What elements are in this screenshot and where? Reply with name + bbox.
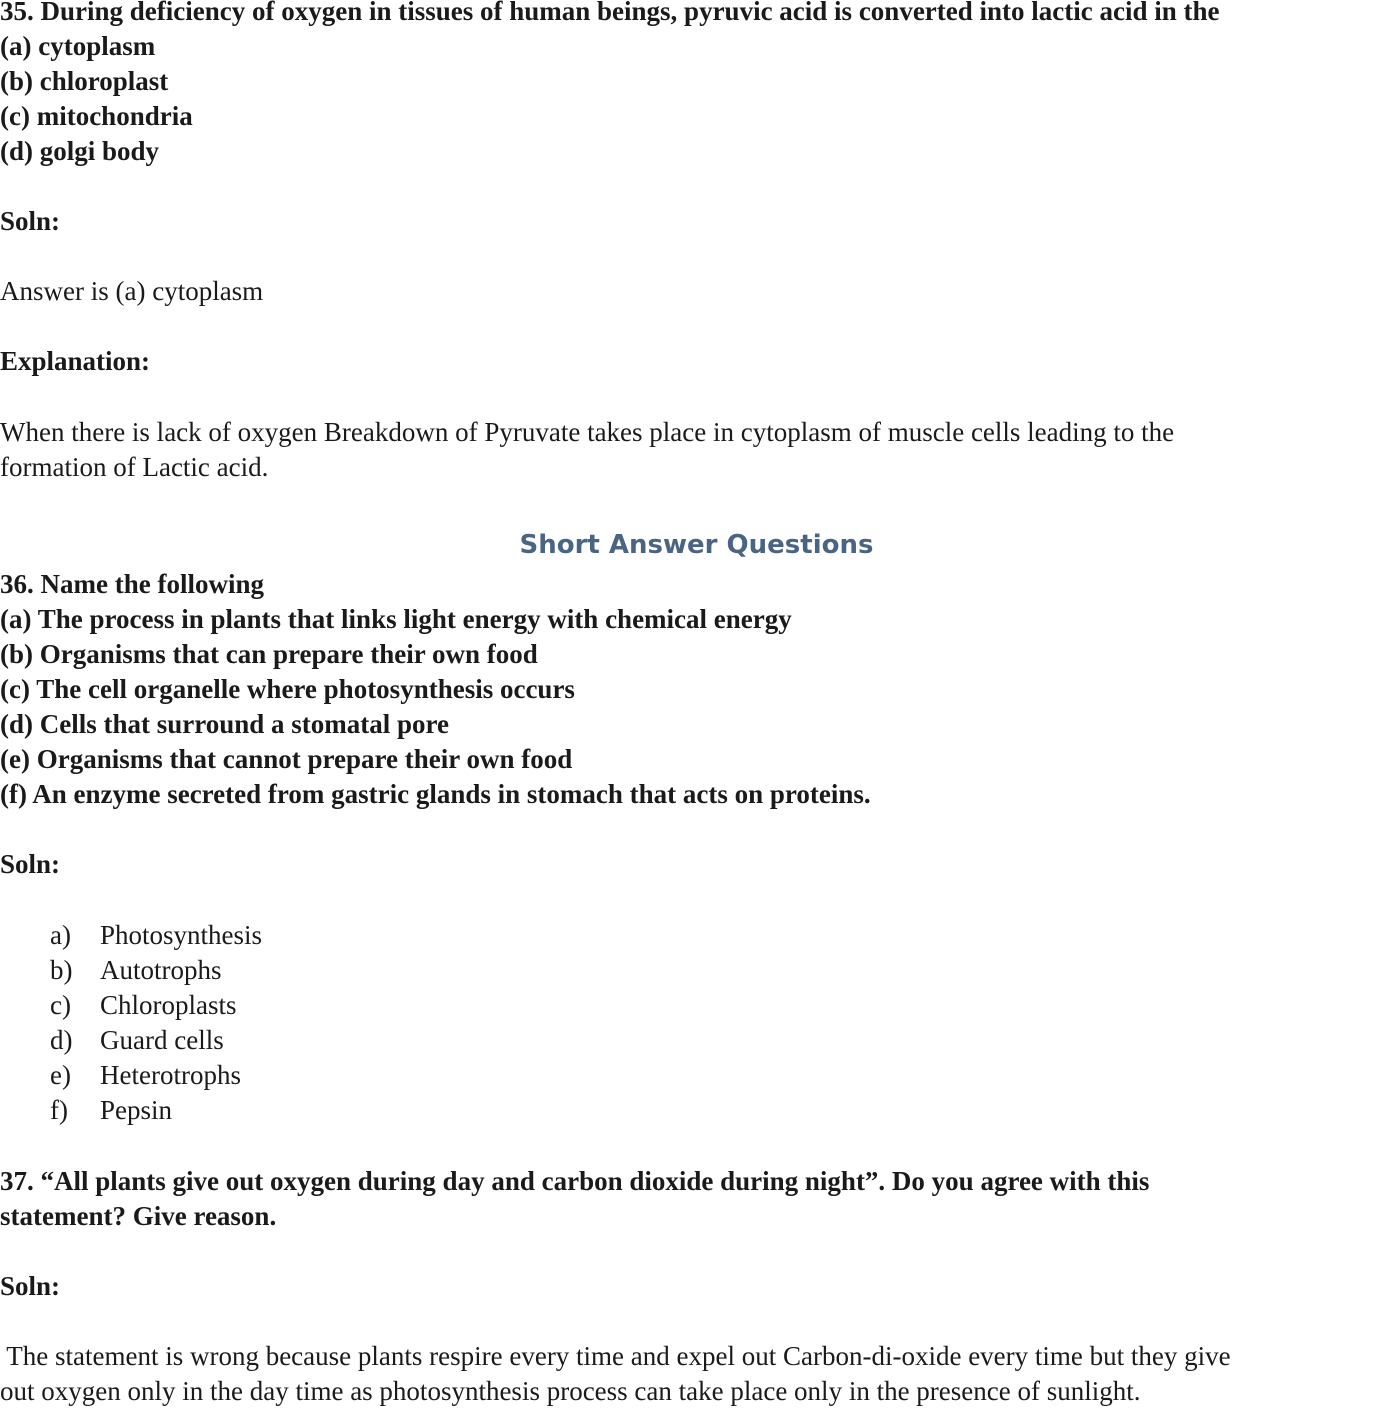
- q35-option-a: (a) cytoplasm: [0, 31, 156, 61]
- q36-part-b: (b) Organisms that can prepare their own food: [0, 639, 538, 669]
- q36-part-c: (c) The cell organelle where photosynthesis occurs: [0, 674, 575, 704]
- list-text: Pepsin: [100, 1095, 173, 1125]
- list-text: Guard cells: [100, 1025, 224, 1055]
- q36-question: 36. Name the following: [0, 569, 264, 599]
- q37-answer-line-2: out oxygen only in the day time as photosynthesis process can take place only in the presence of sunlight.: [0, 1376, 1141, 1406]
- q35-question: 35. During deficiency of oxygen in tissues of human beings, pyruvic acid is converted into lactic acid in the: [0, 0, 1220, 26]
- list-marker: f): [50, 1095, 68, 1125]
- q35-option-c: (c) mitochondria: [0, 101, 193, 131]
- q35-option-b: (b) chloroplast: [0, 66, 169, 96]
- q36-part-e: (e) Organisms that cannot prepare their own food: [0, 744, 573, 774]
- q35-answer: Answer is (a) cytoplasm: [0, 276, 264, 306]
- section-heading: Short Answer Questions: [519, 530, 874, 560]
- q35-soln-label: Soln:: [0, 206, 61, 236]
- q35-explanation-line-1: When there is lack of oxygen Breakdown of Pyruvate takes place in cytoplasm of muscle cells leading to the: [0, 417, 1175, 447]
- list-text: Photosynthesis: [100, 920, 263, 950]
- list-marker: e): [50, 1060, 71, 1090]
- q36-part-a: (a) The process in plants that links light energy with chemical energy: [0, 604, 792, 634]
- q36-soln-label: Soln:: [0, 849, 61, 879]
- q36-part-f: (f) An enzyme secreted from gastric glands in stomach that acts on proteins.: [0, 779, 871, 809]
- list-text: Autotrophs: [100, 955, 222, 985]
- q37-question-line-1: 37. “All plants give out oxygen during day and carbon dioxide during night”. Do you agree with this: [0, 1166, 1150, 1196]
- q37-question-line-2: statement? Give reason.: [0, 1201, 277, 1231]
- q37-answer-line-1: The statement is wrong because plants respire every time and expel out Carbon-di-oxide every time but they give: [0, 1341, 1231, 1371]
- list-text: Heterotrophs: [100, 1060, 241, 1090]
- list-marker: a): [50, 920, 71, 950]
- list-marker: c): [50, 990, 71, 1020]
- q36-part-d: (d) Cells that surround a stomatal pore: [0, 709, 450, 739]
- list-marker: b): [50, 955, 73, 985]
- list-text: Chloroplasts: [100, 990, 237, 1020]
- q35-explanation-label: Explanation:: [0, 346, 151, 376]
- q37-soln-label: Soln:: [0, 1271, 61, 1301]
- list-marker: d): [50, 1025, 73, 1055]
- q35-option-d: (d) golgi body: [0, 136, 160, 166]
- q35-explanation-line-2: formation of Lactic acid.: [0, 452, 269, 482]
